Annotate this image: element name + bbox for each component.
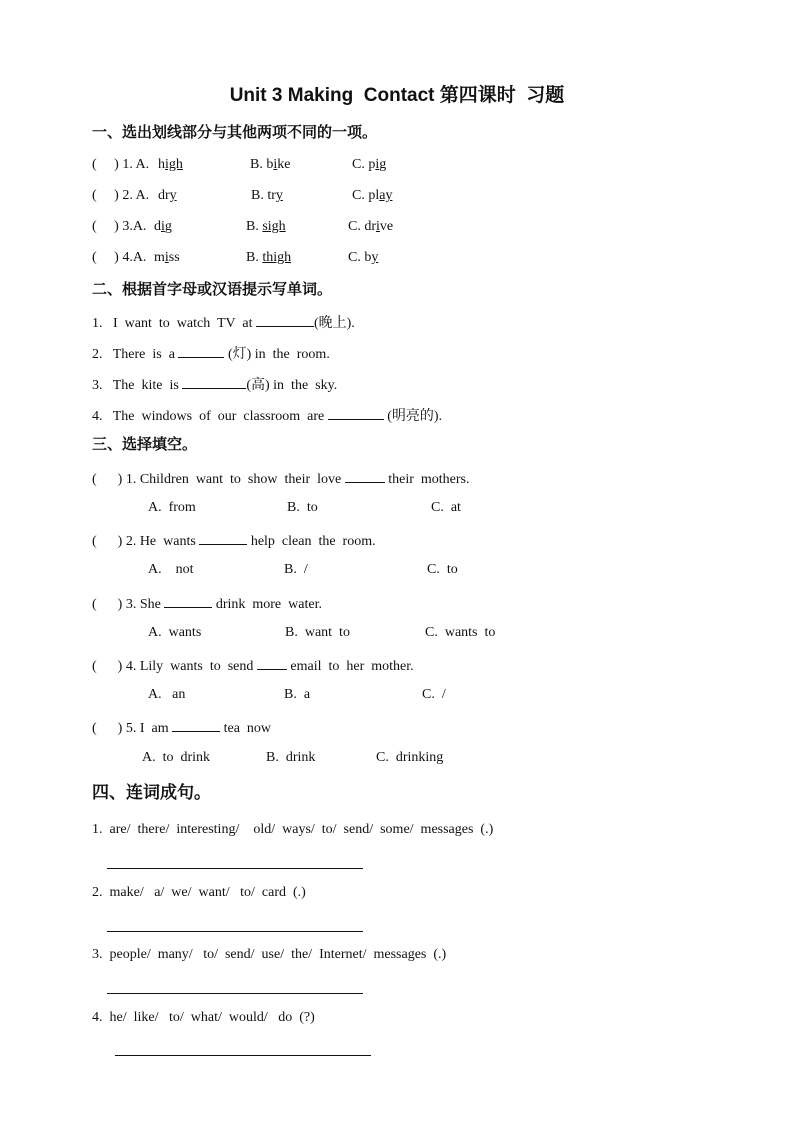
option-b: B. sigh — [246, 219, 286, 234]
part2-question-1: 1. I want to watch TV at (晚上). — [92, 316, 355, 331]
option-c: C. drinking — [376, 750, 444, 765]
option-c: C. play — [352, 188, 393, 203]
answer-blank[interactable] — [257, 657, 287, 670]
question-number: 2. — [92, 347, 103, 362]
part2-question-4: 4. The windows of our classroom are (明亮的). — [92, 409, 443, 424]
option-a: A. from — [148, 500, 196, 515]
option-a: A. an — [148, 687, 186, 702]
answer-blank[interactable] — [256, 314, 314, 327]
option-b: B. drink — [266, 750, 316, 765]
answer-blank[interactable] — [172, 719, 220, 732]
option-a: high — [158, 157, 183, 172]
option-a: miss — [154, 250, 180, 265]
option-c: C. to — [427, 562, 458, 577]
part2-question-2: 2. There is a (灯) in the room. — [92, 347, 330, 362]
option-b: B. bike — [250, 157, 291, 172]
question-number: 1. — [92, 316, 103, 331]
option-c: C. pig — [352, 157, 387, 172]
option-b: B. / — [284, 562, 308, 577]
part2-question-3: 3. The kite is (高) in the sky. — [92, 378, 338, 393]
option-a: dry — [158, 188, 177, 203]
option-c: C. at — [431, 500, 461, 515]
option-c: C. wants to — [425, 625, 496, 640]
question-number: 4. — [92, 409, 103, 424]
part4-question-3: 3. people/ many/ to/ send/ use/ the/ Internet/ messages (.) — [92, 947, 447, 962]
question-lead: ( ) 3.A. — [92, 219, 150, 234]
section-4-heading: 四、连词成句。 — [92, 783, 211, 803]
section-2-heading: 二、根据首字母或汉语提示写单词。 — [92, 280, 333, 298]
part3-question-4: ( ) 4. Lily wants to send email to her mother. — [92, 659, 414, 674]
part3-question-3: ( ) 3. She drink more water. — [92, 597, 322, 612]
option-c: C. drive — [348, 219, 394, 234]
answer-blank[interactable] — [199, 532, 247, 545]
answer-line[interactable] — [115, 1055, 371, 1056]
answer-blank[interactable] — [178, 345, 224, 358]
part3-question-1: ( ) 1. Children want to show their love their mothers. — [92, 472, 470, 487]
option-b: B. thigh — [246, 250, 292, 265]
answer-blank[interactable] — [328, 407, 384, 420]
part3-question-5: ( ) 5. I am tea now — [92, 721, 272, 736]
answer-line[interactable] — [107, 931, 363, 932]
question-number: 3. — [92, 378, 103, 393]
option-b: B. want to — [285, 625, 350, 640]
answer-line[interactable] — [107, 868, 363, 869]
worksheet-title: Unit 3 Making Contact 第四课时 习题 — [229, 85, 565, 106]
option-a: A. not — [148, 562, 194, 577]
question-lead: ( ) 2. A. — [92, 188, 153, 203]
section-1-heading: 一、选出划线部分与其他两项不同的一项。 — [92, 123, 378, 141]
option-b: B. a — [284, 687, 311, 702]
question-lead: ( ) 4.A. — [92, 250, 150, 265]
part3-question-2: ( ) 2. He wants help clean the room. — [92, 534, 376, 549]
part4-question-1: 1. are/ there/ interesting/ old/ ways/ to/ send/ some/ messages (.) — [92, 822, 494, 837]
option-b: B. try — [251, 188, 283, 203]
option-c: C. by — [348, 250, 379, 265]
option-a: A. to drink — [142, 750, 211, 765]
answer-line[interactable] — [107, 993, 363, 994]
part4-question-4: 4. he/ like/ to/ what/ would/ do (?) — [92, 1010, 315, 1025]
answer-blank[interactable] — [164, 595, 212, 608]
answer-blank[interactable] — [345, 470, 385, 483]
answer-blank[interactable] — [182, 376, 246, 389]
part4-question-2: 2. make/ a/ we/ want/ to/ card (.) — [92, 885, 306, 900]
option-c: C. / — [422, 687, 446, 702]
option-a: dig — [154, 219, 172, 234]
question-lead: ( ) 1. A. — [92, 157, 153, 172]
option-b: B. to — [287, 500, 318, 515]
option-a: A. wants — [148, 625, 202, 640]
section-3-heading: 三、选择填空。 — [92, 435, 198, 453]
